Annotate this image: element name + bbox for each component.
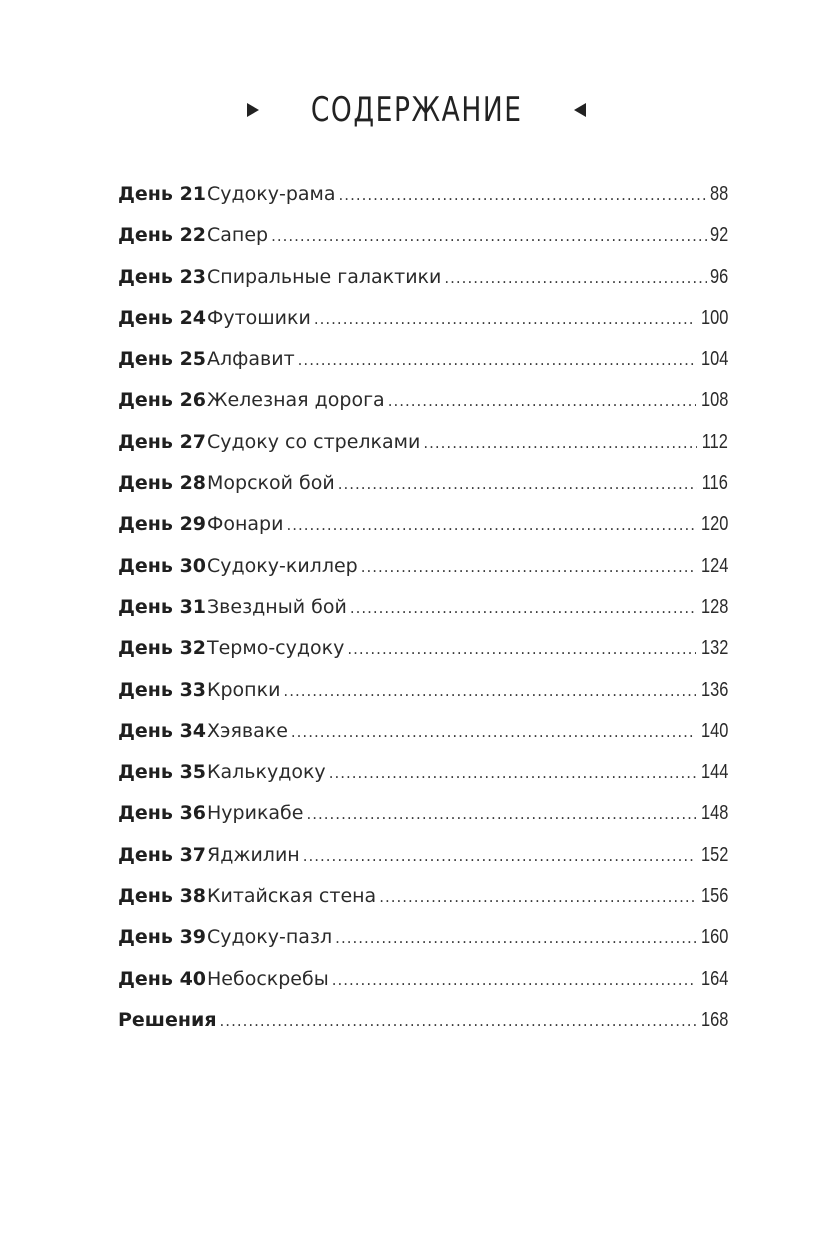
toc-day: День 28	[118, 472, 207, 495]
toc-day: День 40	[118, 967, 207, 990]
toc-entry[interactable]	[118, 215, 728, 256]
toc-entry[interactable]	[118, 504, 728, 545]
toc-entry[interactable]	[118, 463, 728, 504]
toc-title: Алфавит	[207, 348, 295, 371]
toc-entry[interactable]	[118, 917, 728, 958]
toc-title: Фонари	[207, 513, 284, 536]
toc-page-number: 96	[709, 265, 728, 288]
toc-day: День 26	[118, 389, 207, 412]
toc-title: Яджилин	[207, 843, 300, 866]
dot-leader	[329, 753, 696, 794]
toc-day: День 21	[118, 183, 207, 205]
triangle-left-icon	[574, 103, 586, 117]
toc-entry[interactable]	[118, 876, 728, 917]
triangle-right-icon	[247, 103, 259, 117]
toc-title: Нурикабе	[207, 802, 304, 825]
toc-entry[interactable]	[118, 752, 728, 793]
toc-day: День 33	[118, 678, 207, 701]
toc-title: Судоку-пазл	[207, 926, 333, 949]
dot-leader	[291, 712, 696, 753]
toc-day: День 32	[118, 637, 207, 660]
toc-day: День 31	[118, 595, 207, 618]
dot-leader	[347, 629, 695, 670]
toc-title: Железная дорога	[207, 389, 385, 412]
toc-day: День 27	[118, 430, 207, 453]
toc-page-number: 100	[700, 306, 728, 329]
toc-day: День 34	[118, 719, 207, 742]
toc-entry[interactable]	[118, 670, 728, 711]
toc-entry[interactable]	[118, 835, 728, 876]
toc-title: Судоку-киллер	[207, 554, 358, 577]
toc-page-number: 132	[700, 637, 728, 660]
toc-title: Судоку-рама	[207, 183, 336, 205]
page-title: СОДЕРЖАНИЕ	[310, 90, 523, 130]
toc-day: День 36	[118, 802, 207, 825]
toc-page-number: 164	[700, 967, 728, 990]
dot-leader	[283, 671, 695, 712]
dot-leader	[338, 464, 697, 505]
toc-day: День 22	[118, 224, 207, 247]
toc-entry[interactable]	[118, 339, 728, 380]
toc-day: День 23	[118, 265, 207, 288]
toc-page-number: 136	[700, 678, 728, 701]
toc-page-number: 156	[700, 885, 728, 908]
toc-day: День 35	[118, 761, 207, 784]
toc-day: День 30	[118, 554, 207, 577]
toc-page-number: 112	[701, 430, 728, 453]
toc-page-number: 144	[700, 761, 728, 784]
dot-leader	[286, 505, 695, 546]
dot-leader	[379, 877, 695, 918]
toc-page-number: 128	[700, 595, 728, 618]
dot-leader	[220, 1001, 696, 1042]
toc-title: Футошики	[207, 306, 311, 329]
dot-leader	[314, 299, 696, 340]
toc-solutions-label: Решения	[118, 1008, 217, 1031]
toc-page-number: 148	[700, 802, 728, 825]
toc-entry[interactable]	[118, 628, 728, 669]
toc-day: День 37	[118, 843, 207, 866]
dot-leader	[306, 794, 695, 835]
toc-page-number: 152	[700, 843, 728, 866]
toc-entry[interactable]	[118, 380, 728, 421]
toc-day: День 24	[118, 306, 207, 329]
toc-entry-solutions[interactable]	[118, 1000, 728, 1041]
toc-title: Морской бой	[207, 472, 335, 495]
toc-page-number: 140	[700, 719, 728, 742]
table-of-contents	[118, 174, 728, 1041]
toc-page-number: 120	[700, 513, 728, 536]
dot-leader	[423, 423, 697, 464]
toc-title: Спиральные галактики	[207, 265, 442, 288]
toc-entry[interactable]	[118, 298, 728, 339]
dot-leader	[339, 175, 707, 216]
toc-title: Судоку со стрелками	[207, 430, 421, 453]
toc-title: Небоскребы	[207, 967, 329, 990]
toc-entry[interactable]	[118, 422, 728, 463]
dot-leader	[303, 836, 696, 877]
toc-page-number: 88	[709, 183, 728, 205]
toc-entry[interactable]	[118, 793, 728, 834]
dot-leader	[298, 340, 696, 381]
dot-leader	[271, 216, 707, 257]
toc-entry[interactable]	[118, 711, 728, 752]
toc-page-number: 168	[700, 1008, 728, 1031]
toc-title: Калькудоку	[207, 761, 326, 784]
toc-title: Хэяваке	[207, 719, 288, 742]
toc-page-number: 116	[701, 472, 728, 495]
toc-day: День 38	[118, 885, 207, 908]
toc-title: Звездный бой	[207, 595, 347, 618]
toc-page-number: 104	[700, 348, 728, 371]
toc-entry[interactable]	[118, 174, 728, 215]
toc-page-number: 124	[700, 554, 728, 577]
toc-page-number: 92	[709, 224, 728, 247]
dot-leader	[444, 258, 706, 299]
toc-day: День 39	[118, 926, 207, 949]
dot-leader	[350, 588, 696, 629]
toc-day: День 29	[118, 513, 207, 536]
toc-entry[interactable]	[118, 959, 728, 1000]
toc-page-number: 160	[700, 926, 728, 949]
contents-header	[0, 86, 833, 134]
toc-entry[interactable]	[118, 257, 728, 298]
toc-title: Сапер	[207, 224, 269, 247]
toc-day: День 25	[118, 348, 207, 371]
toc-title: Кропки	[207, 678, 281, 701]
dot-leader	[332, 960, 696, 1001]
toc-page-number: 108	[700, 389, 728, 412]
toc-title: Китайская стена	[207, 885, 377, 908]
dot-leader	[388, 381, 696, 422]
dot-leader	[361, 547, 696, 588]
toc-title: Термо-судоку	[207, 637, 345, 660]
dot-leader	[335, 918, 695, 959]
toc-entry[interactable]	[118, 546, 728, 587]
toc-entry[interactable]	[118, 587, 728, 628]
